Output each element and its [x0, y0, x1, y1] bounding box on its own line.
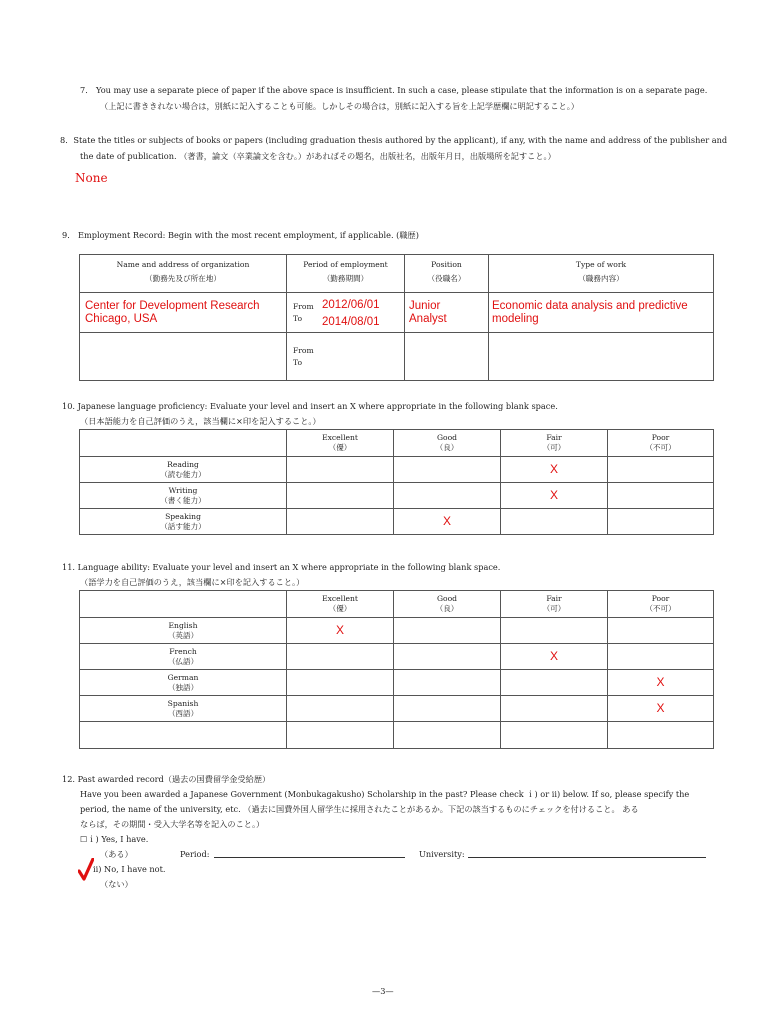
from-label: From	[293, 301, 314, 311]
japanese-proficiency-table	[79, 429, 714, 535]
rating-cell[interactable]	[501, 696, 608, 722]
section10-subtitle: （日本語能力を自己評価のうえ，該当欄に×印を記入すること。）	[80, 416, 321, 426]
rating-cell[interactable]	[501, 509, 608, 535]
option-no-ja: （ない）	[100, 879, 133, 889]
language-ability-table	[79, 590, 714, 749]
blank-header	[80, 430, 287, 457]
rating-cell[interactable]: X	[394, 509, 501, 535]
section11-title: 11. Language ability: Evaluate your level and insert an X where appropriate in the following blank space.	[62, 562, 501, 572]
rating-cell[interactable]: X	[501, 483, 608, 509]
level-good: Good （良）	[394, 430, 501, 457]
rating-cell[interactable]	[608, 457, 714, 483]
level-fair: Fair （可）	[501, 430, 608, 457]
employment-period-cell[interactable]	[287, 293, 405, 333]
level-poor: Poor （不可）	[608, 591, 714, 618]
employment-org-cell[interactable]	[80, 333, 287, 381]
rating-cell[interactable]	[501, 722, 608, 749]
rating-cell[interactable]	[287, 509, 394, 535]
language-row-german	[80, 670, 714, 696]
employment-work-cell[interactable]	[489, 333, 714, 381]
language-label: German （独語）	[80, 670, 287, 696]
level-header-row	[80, 591, 714, 618]
page-number: —3—	[372, 986, 394, 996]
section12-question: Have you been awarded a Japanese Government (Monbukagakusho) Scholarship in the past? Please check ｉ) or ⅱ) below. If so, please specify the	[80, 789, 690, 799]
skill-row-writing	[80, 483, 714, 509]
rating-cell[interactable]	[287, 696, 394, 722]
rating-cell[interactable]	[608, 483, 714, 509]
level-excellent: Excellent （優）	[287, 591, 394, 618]
rating-cell[interactable]	[501, 618, 608, 644]
university-label: University:	[419, 849, 465, 859]
employment-header-period: Period of employment （勤務期間）	[287, 255, 405, 293]
rating-cell[interactable]	[394, 457, 501, 483]
employment-row	[80, 293, 714, 333]
level-poor: Poor （不可）	[608, 430, 714, 457]
language-row-english	[80, 618, 714, 644]
language-label: English （英語）	[80, 618, 287, 644]
skill-label: Writing （書く能力）	[80, 483, 287, 509]
option-yes-ja: （ある）	[100, 849, 133, 859]
rating-cell[interactable]: X	[608, 696, 714, 722]
employment-period-cell[interactable]	[287, 333, 405, 381]
to-label: To	[293, 313, 303, 323]
rating-cell[interactable]	[287, 457, 394, 483]
section8-answer[interactable]: None	[75, 171, 108, 185]
language-row-spanish	[80, 696, 714, 722]
section12-question-cont: period, the name of the university, etc. （過去に国費外国人留学生に採用されたことがあるか。下記の該当するものにチェックを付けること。 ある	[80, 804, 639, 814]
rating-cell[interactable]	[394, 722, 501, 749]
employment-position-cell[interactable]: Junior Analyst	[405, 293, 489, 333]
language-row-blank	[80, 722, 714, 749]
employment-org-cell[interactable]: Center for Development Research Chicago, USA	[80, 293, 287, 333]
blank-header	[80, 591, 287, 618]
rating-cell[interactable]	[394, 644, 501, 670]
rating-cell[interactable]	[608, 722, 714, 749]
to-date[interactable]: 2014/08/01	[322, 315, 380, 328]
from-date[interactable]: 2012/06/01	[322, 298, 380, 311]
section12-title: 12. Past awarded record（過去の国費留学金受給歴）	[62, 774, 271, 784]
section8-question-cont: the date of publication. （著書，論文（卒業論文を含む。）があればその題名，出版社名，出版年月日，出版場所を記すこと。）	[80, 151, 556, 161]
level-good: Good （良）	[394, 591, 501, 618]
rating-cell[interactable]	[608, 644, 714, 670]
rating-cell[interactable]	[287, 722, 394, 749]
employment-row	[80, 333, 714, 381]
language-label: French （仏語）	[80, 644, 287, 670]
rating-cell[interactable]: X	[501, 457, 608, 483]
rating-cell[interactable]	[394, 618, 501, 644]
employment-position-cell[interactable]	[405, 333, 489, 381]
skill-row-speaking	[80, 509, 714, 535]
skill-row-reading	[80, 457, 714, 483]
employment-work-cell[interactable]: Economic data analysis and predictive modeling	[489, 293, 714, 333]
rating-cell[interactable]: X	[608, 670, 714, 696]
rating-cell[interactable]	[287, 483, 394, 509]
option-no[interactable]: ⅱ) No, I have not.	[93, 864, 166, 874]
rating-cell[interactable]	[501, 670, 608, 696]
level-header-row	[80, 430, 714, 457]
section9-title: 9． Employment Record: Begin with the most recent employment, if applicable. (職歴)	[62, 230, 419, 240]
employment-table	[79, 254, 714, 381]
skill-label: Speaking （話す能力）	[80, 509, 287, 535]
rating-cell[interactable]	[608, 618, 714, 644]
rating-cell[interactable]: X	[287, 618, 394, 644]
rating-cell[interactable]	[394, 670, 501, 696]
from-label: From	[293, 345, 314, 355]
section10-title: 10. Japanese language proficiency: Evaluate your level and insert an X where appropriate in the following blank space.	[62, 401, 558, 411]
rating-cell[interactable]	[394, 483, 501, 509]
employment-header-org: Name and address of organization （勤務先及び所在地）	[80, 255, 287, 293]
language-label[interactable]	[80, 722, 287, 749]
section12-question-cont2: ならば，その期間・受入大学名等を記入のこと。）	[80, 819, 265, 829]
section11-subtitle: （語学力を自己評価のうえ，該当欄に×印を記入すること。）	[80, 577, 305, 587]
period-field[interactable]	[214, 857, 405, 858]
employment-header-position: Position （役職名）	[405, 255, 489, 293]
period-label: Period:	[180, 849, 210, 859]
option-yes[interactable]: ☐ｉ) Yes, I have.	[80, 834, 149, 844]
rating-cell[interactable]	[287, 670, 394, 696]
checkmark-icon[interactable]	[78, 858, 94, 882]
employment-header-work: Type of work （職務内容）	[489, 255, 714, 293]
section8-question: 8．State the titles or subjects of books or papers (including graduation thesis authored by the applicant), if any, with the name and address of the publisher and	[60, 135, 728, 145]
rating-cell[interactable]	[394, 696, 501, 722]
section7-note-ja: （上記に書ききれない場合は，別紙に記入することも可能。しかしその場合は，別紙に記入する旨を上記学歴欄に明記すること。）	[100, 101, 579, 111]
language-row-french	[80, 644, 714, 670]
rating-cell[interactable]	[608, 509, 714, 535]
level-fair: Fair （可）	[501, 591, 608, 618]
level-excellent: Excellent （優）	[287, 430, 394, 457]
to-label: To	[293, 357, 303, 367]
language-label: Spanish （西語）	[80, 696, 287, 722]
section7-note: 7． You may use a separate piece of paper if the above space is insufficient. In such a case, please stipulate that the information is on a separate page.	[80, 85, 708, 95]
rating-cell[interactable]: X	[501, 644, 608, 670]
skill-label: Reading （読む能力）	[80, 457, 287, 483]
rating-cell[interactable]	[287, 644, 394, 670]
university-field[interactable]	[468, 857, 706, 858]
